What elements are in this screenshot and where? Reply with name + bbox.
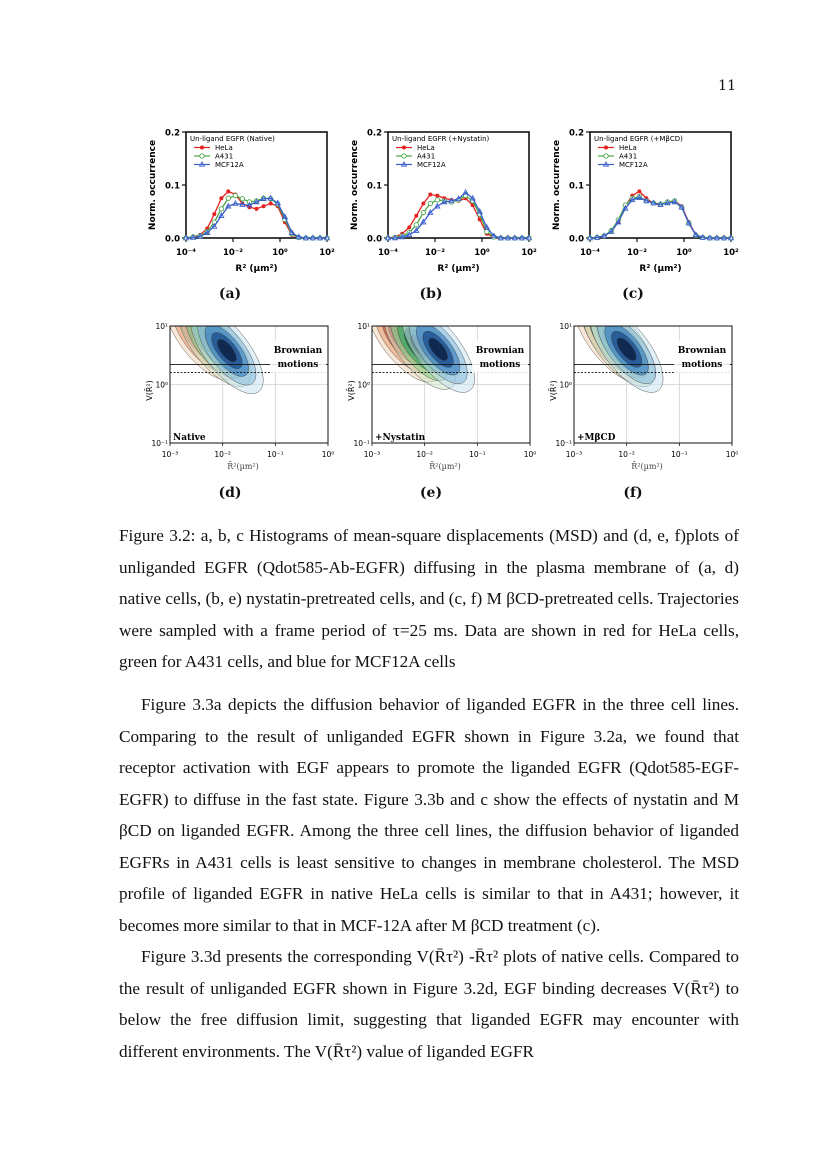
data-point <box>421 210 425 214</box>
legend-marker <box>402 146 406 150</box>
y-axis-label: V(R̄²) <box>549 380 558 401</box>
panel-label-b: (b) <box>419 286 443 302</box>
x-axis-label: R̄²(µm²) <box>227 462 259 471</box>
x-tick-label: 10⁻³ <box>565 450 583 459</box>
caption-label: Figure 3.2: <box>119 526 196 545</box>
x-tick-label: 10⁰ <box>523 450 537 459</box>
legend-label: HeLa <box>619 144 637 152</box>
x-axis-label: R² (µm²) <box>235 264 278 274</box>
annotation-text: Brownian <box>273 346 323 356</box>
legend-title: Un-ligand EGFR (+Nystatin) <box>392 135 490 143</box>
y-tick-label: 0.0 <box>366 234 382 245</box>
y-tick-label: 0.2 <box>164 128 180 139</box>
y-axis-label: Norm. occurrence <box>148 139 158 231</box>
legend-marker <box>604 146 608 150</box>
annotation-text: motions <box>479 360 521 370</box>
data-point <box>428 193 432 197</box>
legend-marker <box>200 154 204 158</box>
data-point <box>262 204 266 208</box>
histogram-chart-c <box>546 122 741 282</box>
contour-chart-d <box>142 318 337 483</box>
legend-label: MCF12A <box>619 161 648 169</box>
legend-label: A431 <box>215 152 234 161</box>
x-tick-label: 10² <box>521 248 537 258</box>
panel-label-a: (a) <box>218 286 242 302</box>
y-tick-label: 10¹ <box>155 322 168 331</box>
histogram-chart-b <box>344 122 539 282</box>
x-tick-label: 10⁻² <box>222 248 244 258</box>
y-tick-label: 10⁻¹ <box>353 439 370 448</box>
y-tick-label: 0.1 <box>164 181 180 192</box>
data-point <box>255 207 259 211</box>
data-point <box>219 207 223 211</box>
y-tick-label: 10⁻¹ <box>555 439 572 448</box>
data-point <box>219 196 223 200</box>
data-point <box>269 202 273 206</box>
data-point <box>414 223 418 227</box>
legend-title: Un-ligand EGFR (+MβCD) <box>594 135 683 143</box>
x-tick-label: 10⁰ <box>321 450 335 459</box>
contour-chart-e <box>344 318 539 483</box>
panel-label-e: (e) <box>419 485 443 501</box>
y-tick-label: 10⁰ <box>155 380 168 390</box>
paragraph: Figure 3.3d presents the corresponding V(R̄τ²) -R̄τ² plots of native cells. Compared to the result of unliganded EGFR shown in Figure 3.2d, EGF binding decreases V(R̄τ²) to below the free diffusion limit, suggesting that liganded EGFR may encounter with different environments. The V(R̄τ²) value of liganded EGFR <box>119 947 739 1061</box>
x-tick-label: 10⁻³ <box>363 450 381 459</box>
data-point <box>435 198 439 202</box>
data-point <box>212 212 216 216</box>
x-tick-label: 10⁻⁴ <box>579 248 601 258</box>
y-tick-label: 0.1 <box>366 181 382 192</box>
y-tick-label: 10⁻¹ <box>151 439 168 448</box>
legend-title: Un-ligand EGFR (Native) <box>190 135 275 143</box>
x-tick-label: 10⁻¹ <box>267 450 284 459</box>
data-point <box>226 189 230 193</box>
x-tick-label: 10⁻² <box>626 248 648 258</box>
legend-label: HeLa <box>417 144 435 152</box>
panel-label-c: (c) <box>622 286 644 302</box>
data-point <box>414 214 418 218</box>
data-point <box>637 189 641 193</box>
condition-label: Native <box>173 433 206 443</box>
x-tick-label: 10⁻¹ <box>671 450 688 459</box>
legend-marker <box>200 146 204 150</box>
body-text <box>119 689 739 1067</box>
data-point <box>435 194 439 198</box>
x-tick-label: 10⁰ <box>272 248 288 258</box>
x-tick-label: 10⁻² <box>214 450 231 459</box>
legend-marker <box>402 154 406 158</box>
page-number: 11 <box>718 78 736 94</box>
x-tick-label: 10⁰ <box>725 450 739 459</box>
x-tick-label: 10² <box>319 248 335 258</box>
y-tick-label: 0.2 <box>366 128 382 139</box>
paragraph: Figure 3.3a depicts the diffusion behavior of liganded EGFR in the three cell lines. Comparing to the result of unliganded EGFR shown in Figure 3.2a, we found that receptor activation with EGF appears to promote the liganded EGFR (Qdot585-EGF-EGFR) to diffuse in the fast state. Figure 3.3b and c show the effects of nystatin and M βCD on liganded EGFR. Among the three cell lines, the diffusion behavior of liganded EGFRs in A431 cells is least sensitive to changes in membrane cholesterol. The MSD profile of liganded EGFR in native HeLa cells is similar to that in A431; however, it becomes more similar to that in MCF-12A after M βCD treatment (c). <box>119 695 739 935</box>
panel-label-d: (d) <box>218 485 242 501</box>
data-point <box>226 196 230 200</box>
histogram-chart-a <box>142 122 337 282</box>
legend-label: MCF12A <box>417 161 446 169</box>
x-tick-label: 10⁻² <box>618 450 635 459</box>
annotation-text: Brownian <box>677 346 727 356</box>
caption-text: a, b, c Histograms of mean-square displacements (MSD) and (d, e, f)plots of unliganded EGFR (Qdot585-Ab-EGFR) diffusing in the plasma membrane of (a, d) native cells, (b, e) nystatin-pretreated cells, and (c, f) M βCD-pretreated cells. Trajectories were sampled with a frame period of τ=25 ms. Data are shown in red for HeLa cells, green for A431 cells, and blue for MCF12A cells <box>119 526 739 671</box>
y-tick-label: 10⁰ <box>357 380 370 390</box>
x-tick-label: 10⁰ <box>676 248 692 258</box>
y-tick-label: 10¹ <box>357 322 370 331</box>
data-point <box>240 197 244 201</box>
legend-label: A431 <box>619 152 638 161</box>
y-tick-label: 0.2 <box>568 128 584 139</box>
y-axis-label: V(R̄²) <box>347 380 356 401</box>
condition-label: +MβCD <box>577 433 616 443</box>
annotation-text: motions <box>277 360 319 370</box>
data-point <box>421 202 425 206</box>
x-tick-label: 10⁻² <box>424 248 446 258</box>
annotation-text: motions <box>681 360 723 370</box>
y-tick-label: 0.0 <box>568 234 584 245</box>
y-tick-label: 10¹ <box>559 322 572 331</box>
data-point <box>233 193 237 197</box>
legend-marker <box>604 154 608 158</box>
annotation-text: Brownian <box>475 346 525 356</box>
x-tick-label: 10⁻⁴ <box>377 248 399 258</box>
x-tick-label: 10⁻² <box>416 450 433 459</box>
y-tick-label: 10⁰ <box>559 380 572 390</box>
figure-caption <box>119 520 739 678</box>
condition-label: +Nystatin <box>375 433 426 443</box>
legend-label: A431 <box>417 152 436 161</box>
data-point <box>407 225 411 229</box>
contour-chart-f <box>546 318 741 483</box>
x-axis-label: R² (µm²) <box>437 264 480 274</box>
y-axis-label: V(R̄²) <box>145 380 154 401</box>
x-tick-label: 10² <box>723 248 739 258</box>
x-axis-label: R̄²(µm²) <box>429 462 461 471</box>
x-tick-label: 10⁻¹ <box>469 450 486 459</box>
y-tick-label: 0.0 <box>164 234 180 245</box>
x-tick-label: 10⁻⁴ <box>175 248 197 258</box>
legend-label: HeLa <box>215 144 233 152</box>
panel-label-f: (f) <box>623 485 643 501</box>
y-tick-label: 0.1 <box>568 181 584 192</box>
legend-label: MCF12A <box>215 161 244 169</box>
x-tick-label: 10⁰ <box>474 248 490 258</box>
y-axis-label: Norm. occurrence <box>350 139 360 231</box>
x-axis-label: R² (µm²) <box>639 264 682 274</box>
x-axis-label: R̄²(µm²) <box>631 462 663 471</box>
data-point <box>428 201 432 205</box>
x-tick-label: 10⁻³ <box>161 450 179 459</box>
y-axis-label: Norm. occurrence <box>552 139 562 231</box>
